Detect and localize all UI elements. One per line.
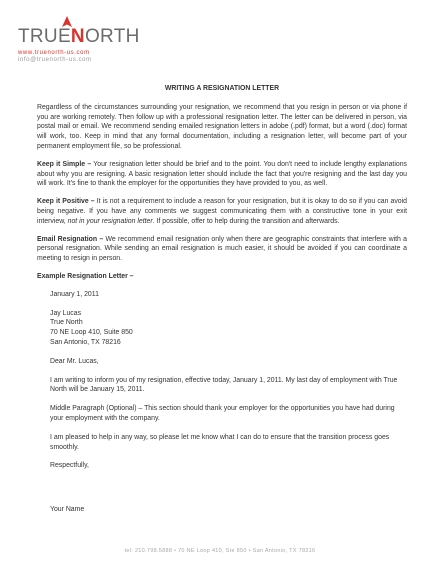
recipient-address: [50, 309, 407, 348]
logo-wordmark: [18, 26, 140, 48]
email-resignation-paragraph: [37, 235, 407, 264]
keep-simple-label: Keep it Simple –: [37, 160, 92, 168]
keep-positive-paragraph: [37, 197, 407, 226]
recipient-company: True North: [50, 319, 83, 327]
example-heading: Example Resignation Letter –: [37, 272, 134, 280]
letter-body-2: Middle Paragraph (Optional) – This section should thank your employer for the opportunities you have had during your employment with the company.: [50, 405, 395, 422]
website-link[interactable]: www.truenorth-us.com: [18, 50, 90, 56]
document-body: [37, 84, 407, 515]
letter-body-3: I am pleased to help in any way, so please let me know what I can do to ensure that the transition process goes smoothly.: [50, 433, 390, 451]
email-resignation-label: Email Resignation –: [37, 235, 104, 243]
email-resignation-text: We recommend email resignation only when there are geographic constraints that interfere with a personal resignation. While sending an email resignation is much easier, it should be avoided if you can coordinate a meeting to resign in person.: [37, 235, 407, 263]
keep-simple-paragraph: [37, 160, 407, 189]
keep-positive-label: Keep it Positive –: [37, 198, 95, 206]
intro-paragraph: Regardless of the circumstances surrounding your resignation, we recommend that you resign in person or via phone if you are working remotely. Then follow up with a professional resignation letter. The letter can be delivered in person, via postal mail or email. We recommend sending emailed resignation letters in adobe (.pdf) format, but a word (.doc) format will work, too. Keep in mind that any formal documentation, including a resignation letter, will become part of your permanent employment file, so be professional.: [37, 103, 407, 150]
keep-simple-text: Your resignation letter should be brief and to the point. You don't need to include lengthy explanations about why you are resigning. A basic resignation letter should include the fact that you're resigning and the last day you will work. It's fine to thank the employer for the opportunities they have provided to you, as well.: [37, 160, 407, 188]
document-title: WRITING A RESIGNATION LETTER: [164, 85, 280, 92]
footer-contact: tel: 210.798.5888 • 70 NE Loop 410, Ste 850 • San Antonio, TX 78216: [124, 548, 316, 554]
letter-salutation: Dear Mr. Lucas,: [50, 357, 99, 365]
recipient-address-line-1: 70 NE Loop 410, Suite 850: [50, 329, 133, 337]
letter-closing: Respectfully,: [50, 462, 89, 470]
keep-positive-italic: not in your resignation letter: [67, 217, 153, 225]
example-letter: [37, 290, 407, 515]
letter-signature: Your Name: [50, 506, 85, 514]
email-link[interactable]: info@truenorth-us.com: [18, 57, 92, 63]
keep-positive-text-1: It is not a requirement to include a reason for your resignation, but it is okay to do so if you can avoid being negative. If you have any comments we suggest communicating them with a constructive tone in your exit interview,: [37, 198, 408, 225]
logo-part-orth: ORTH: [84, 26, 140, 47]
recipient-address-line-2: San Antonio, TX 78216: [50, 338, 121, 346]
letter-body-1: I am writing to inform you of my resignation, effective today, January 1, 2011. My last day of employment with True North will be January 15, 2011.: [50, 376, 398, 394]
recipient-name: Jay Lucas: [50, 309, 82, 317]
keep-positive-text-2: . If possible, offer to help during the transition and afterwards.: [152, 217, 340, 225]
logo-part-n: N: [70, 26, 85, 47]
letter-date: January 1, 2011: [50, 290, 99, 298]
logo-part-true: TRUE: [18, 26, 71, 47]
